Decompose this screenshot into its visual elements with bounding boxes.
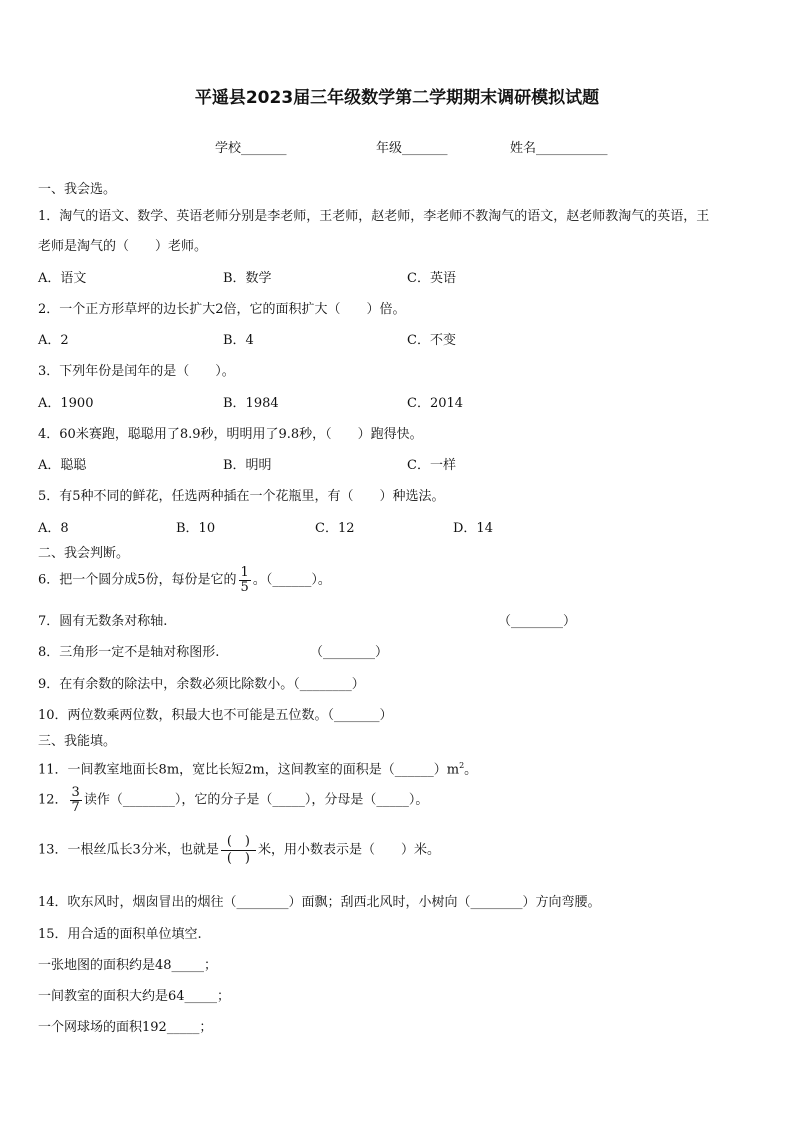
section-heading-2: 二、我会判断。 [38, 546, 130, 561]
question-13-tail: 米，用小数表示是（ ）米。 [257, 842, 440, 858]
question-5-option-b: B．10 [176, 521, 216, 536]
question-2: 2．一个正方形草坪的边长扩大2倍，它的面积扩大（ ）倍。 [38, 302, 406, 317]
fraction-numerator: 3 [71, 785, 80, 800]
question-3: 3．下列年份是闰年的是（ ）。 [38, 364, 235, 379]
superscript-2: 2 [459, 761, 465, 770]
question-14: 14．吹东风时，烟囱冒出的烟往（________）面飘；刮西北风时，小树向（________）方向弯腰。 [38, 895, 601, 910]
fraction-three-sevenths [70, 786, 82, 814]
question-1-option-c: C．英语 [407, 271, 456, 286]
question-12-number: 12． [38, 792, 68, 808]
question-2-option-a: A．2 [38, 333, 69, 348]
question-7-answer-blank: （________） [498, 614, 577, 629]
question-15-line1: 一张地图的面积约是48_____； [38, 958, 218, 973]
page-title: 平遥县2023届三年级数学第二学期期末调研模拟试题 [194, 88, 600, 108]
question-13 [38, 834, 440, 866]
fraction-denominator: 5 [240, 579, 249, 595]
fraction-one-fifth [239, 566, 251, 594]
fraction-numerator: 1 [240, 565, 249, 580]
question-3-option-b: B．1984 [223, 396, 279, 411]
question-6-tail: 。（______）。 [252, 572, 331, 588]
question-15-line2: 一间教室的面积大约是64_____； [38, 989, 231, 1004]
question-8-answer-blank: （________） [310, 645, 389, 660]
fraction-denominator: 7 [71, 799, 80, 815]
fraction-numerator-blank: ( ) [221, 834, 256, 851]
question-15-line3: 一个网球场的面积192_____； [38, 1020, 213, 1035]
question-7: 7．圆有无数条对称轴. [38, 614, 168, 629]
question-2-option-b: B．4 [223, 333, 254, 348]
question-12-text: 读作（________），它的分子是（_____），分母是（_____）。 [83, 792, 429, 808]
question-9: 9．在有余数的除法中，余数必须比除数小。（________） [38, 677, 365, 692]
question-2-option-c: C．不变 [407, 333, 456, 348]
question-5-option-a: A．8 [38, 521, 69, 536]
question-1-line2: 老师是淘气的（ ）老师。 [38, 239, 208, 254]
question-5-option-d: D．14 [453, 521, 493, 536]
section-heading-1: 一、我会选。 [38, 182, 117, 197]
question-1-option-b: B．数学 [223, 271, 272, 286]
question-6 [38, 566, 331, 594]
fraction-denominator-blank: ( ) [226, 850, 250, 866]
question-3-option-c: C．2014 [407, 396, 464, 411]
fraction-blank [221, 834, 256, 866]
question-5: 5．有5种不同的鲜花，任选两种插在一个花瓶里，有（ ）种选法。 [38, 489, 445, 504]
question-11-end: 。 [464, 762, 478, 778]
question-15: 15．用合适的面积单位填空. [38, 927, 202, 942]
question-3-option-a: A．1900 [38, 396, 94, 411]
question-1-line1: 1．淘气的语文、数学、英语老师分别是李老师，王老师，赵老师，李老师不教淘气的语文，赵老师教淘气的英语，王 [38, 209, 710, 224]
name-field: 姓名___________ [510, 141, 608, 156]
section-heading-3: 三、我能填。 [38, 734, 117, 749]
question-12 [38, 786, 428, 814]
question-11-text: 11．一间教室地面长8m，宽比长短2m，这间教室的面积是（______）m [38, 762, 460, 778]
question-5-option-c: C．12 [315, 521, 355, 536]
question-4-option-a: A．聪聪 [38, 458, 87, 473]
question-1-option-a: A．语文 [38, 271, 87, 286]
question-4-option-c: C．一样 [407, 458, 456, 473]
question-11 [38, 762, 477, 776]
question-4: 4．60米赛跑，聪聪用了8.9秒，明明用了9.8秒，（ ）跑得快。 [38, 427, 423, 442]
school-field: 学校_______ [215, 141, 287, 156]
question-8: 8．三角形一定不是轴对称图形. [38, 645, 220, 660]
question-10: 10．两位数乘两位数，积最大也不可能是五位数。（_______） [38, 708, 393, 723]
question-4-option-b: B．明明 [223, 458, 272, 473]
grade-field: 年级_______ [376, 141, 448, 156]
question-6-text: 6．把一个圆分成5份，每份是它的 [38, 572, 237, 588]
question-13-text: 13．一根丝瓜长3分米，也就是 [38, 842, 219, 858]
